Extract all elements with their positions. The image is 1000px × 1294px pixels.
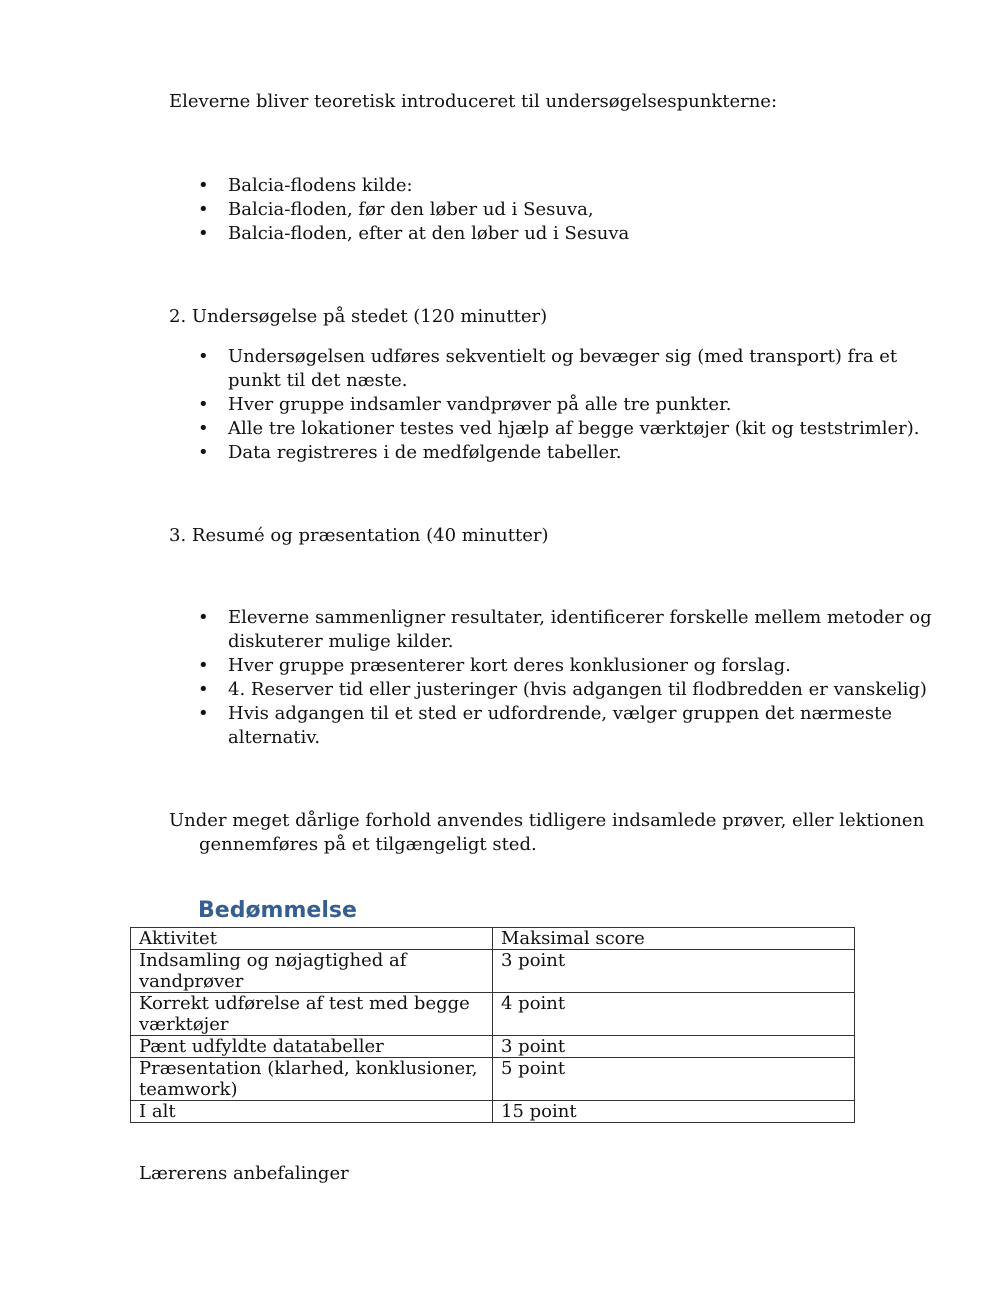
table-cell: Indsamling og nøjagtighed af vandprøver — [131, 950, 493, 993]
list-item: • Hver gruppe præsenterer kort deres konklusioner og forslag. — [198, 655, 791, 676]
intro-text: Eleverne bliver teoretisk introduceret til undersøgelsespunkterne: — [169, 91, 778, 112]
table-cell: 3 point — [493, 1036, 855, 1058]
bullet-icon: • — [198, 394, 209, 415]
table-header-row — [131, 928, 855, 950]
bullet-icon: • — [198, 679, 209, 700]
list-item: • 4. Reserver tid eller justeringer (hvis adgangen til flodbredden er vanskelig) — [198, 679, 927, 700]
bullet-icon: • — [198, 175, 209, 196]
bullet-icon: • — [198, 442, 209, 463]
bullet-icon: • — [198, 418, 209, 439]
list-item: • Balcia-flodens kilde: — [198, 175, 413, 196]
table-cell: 5 point — [493, 1058, 855, 1101]
closing-heading: Lærerens anbefalinger — [139, 1163, 349, 1184]
list-item: • Undersøgelsen udføres sekventielt og bevæger sig (med transport) fra et punkt til det næste. — [198, 346, 898, 391]
list-item: • Eleverne sammenligner resultater, identificerer forskelle mellem metoder og diskuterer mulige kilder. — [198, 607, 932, 652]
table-header-cell: Maksimal score — [493, 928, 855, 950]
section3-title: 3. Resumé og præsentation (40 minutter) — [169, 525, 549, 546]
list-item: • Alle tre lokationer testes ved hjælp af begge værktøjer (kit og teststrimler). — [198, 418, 920, 439]
table-cell: Pænt udfyldte datatabeller — [131, 1036, 493, 1058]
table-cell: Præsentation (klarhed, konklusioner, teamwork) — [131, 1058, 493, 1101]
list-item: • Hvis adgangen til et sted er udfordrende, vælger gruppen det nærmeste alternativ. — [198, 703, 892, 748]
list-item: • Balcia-floden, efter at den løber ud i Sesuva — [198, 223, 630, 244]
list-item: • Balcia-floden, før den løber ud i Sesuva, — [198, 199, 594, 220]
table-cell: 15 point — [493, 1101, 855, 1123]
table-row — [131, 993, 855, 1036]
intro-bullet-list — [196, 174, 941, 246]
bullet-icon: • — [198, 223, 209, 244]
section3-bullet-list — [196, 606, 941, 750]
bullet-icon: • — [198, 199, 209, 220]
table-total-row — [131, 1101, 855, 1123]
bullet-icon: • — [198, 607, 209, 628]
table-row — [131, 950, 855, 993]
list-item: • Hver gruppe indsamler vandprøver på alle tre punkter. — [198, 394, 732, 415]
table-row — [131, 1036, 855, 1058]
section2-bullet-list — [196, 345, 941, 465]
list-item: • Data registreres i de medfølgende tabeller. — [198, 442, 622, 463]
bullet-icon: • — [198, 703, 209, 724]
note-paragraph: Under meget dårlige forhold anvendes tidligere indsamlede prøver, eller lektionen gennemføres på et tilgængeligt sted. — [169, 810, 925, 855]
table-cell: 4 point — [493, 993, 855, 1036]
assessment-table — [130, 927, 855, 1123]
table-cell: Korrekt udførelse af test med begge værktøjer — [131, 993, 493, 1036]
table-cell: 3 point — [493, 950, 855, 993]
table-header-cell: Aktivitet — [131, 928, 493, 950]
table-cell: I alt — [131, 1101, 493, 1123]
assessment-heading: Bedømmelse — [198, 898, 357, 923]
table-row — [131, 1058, 855, 1101]
section2-title: 2. Undersøgelse på stedet (120 minutter) — [169, 306, 548, 327]
bullet-icon: • — [198, 346, 209, 367]
bullet-icon: • — [198, 655, 209, 676]
